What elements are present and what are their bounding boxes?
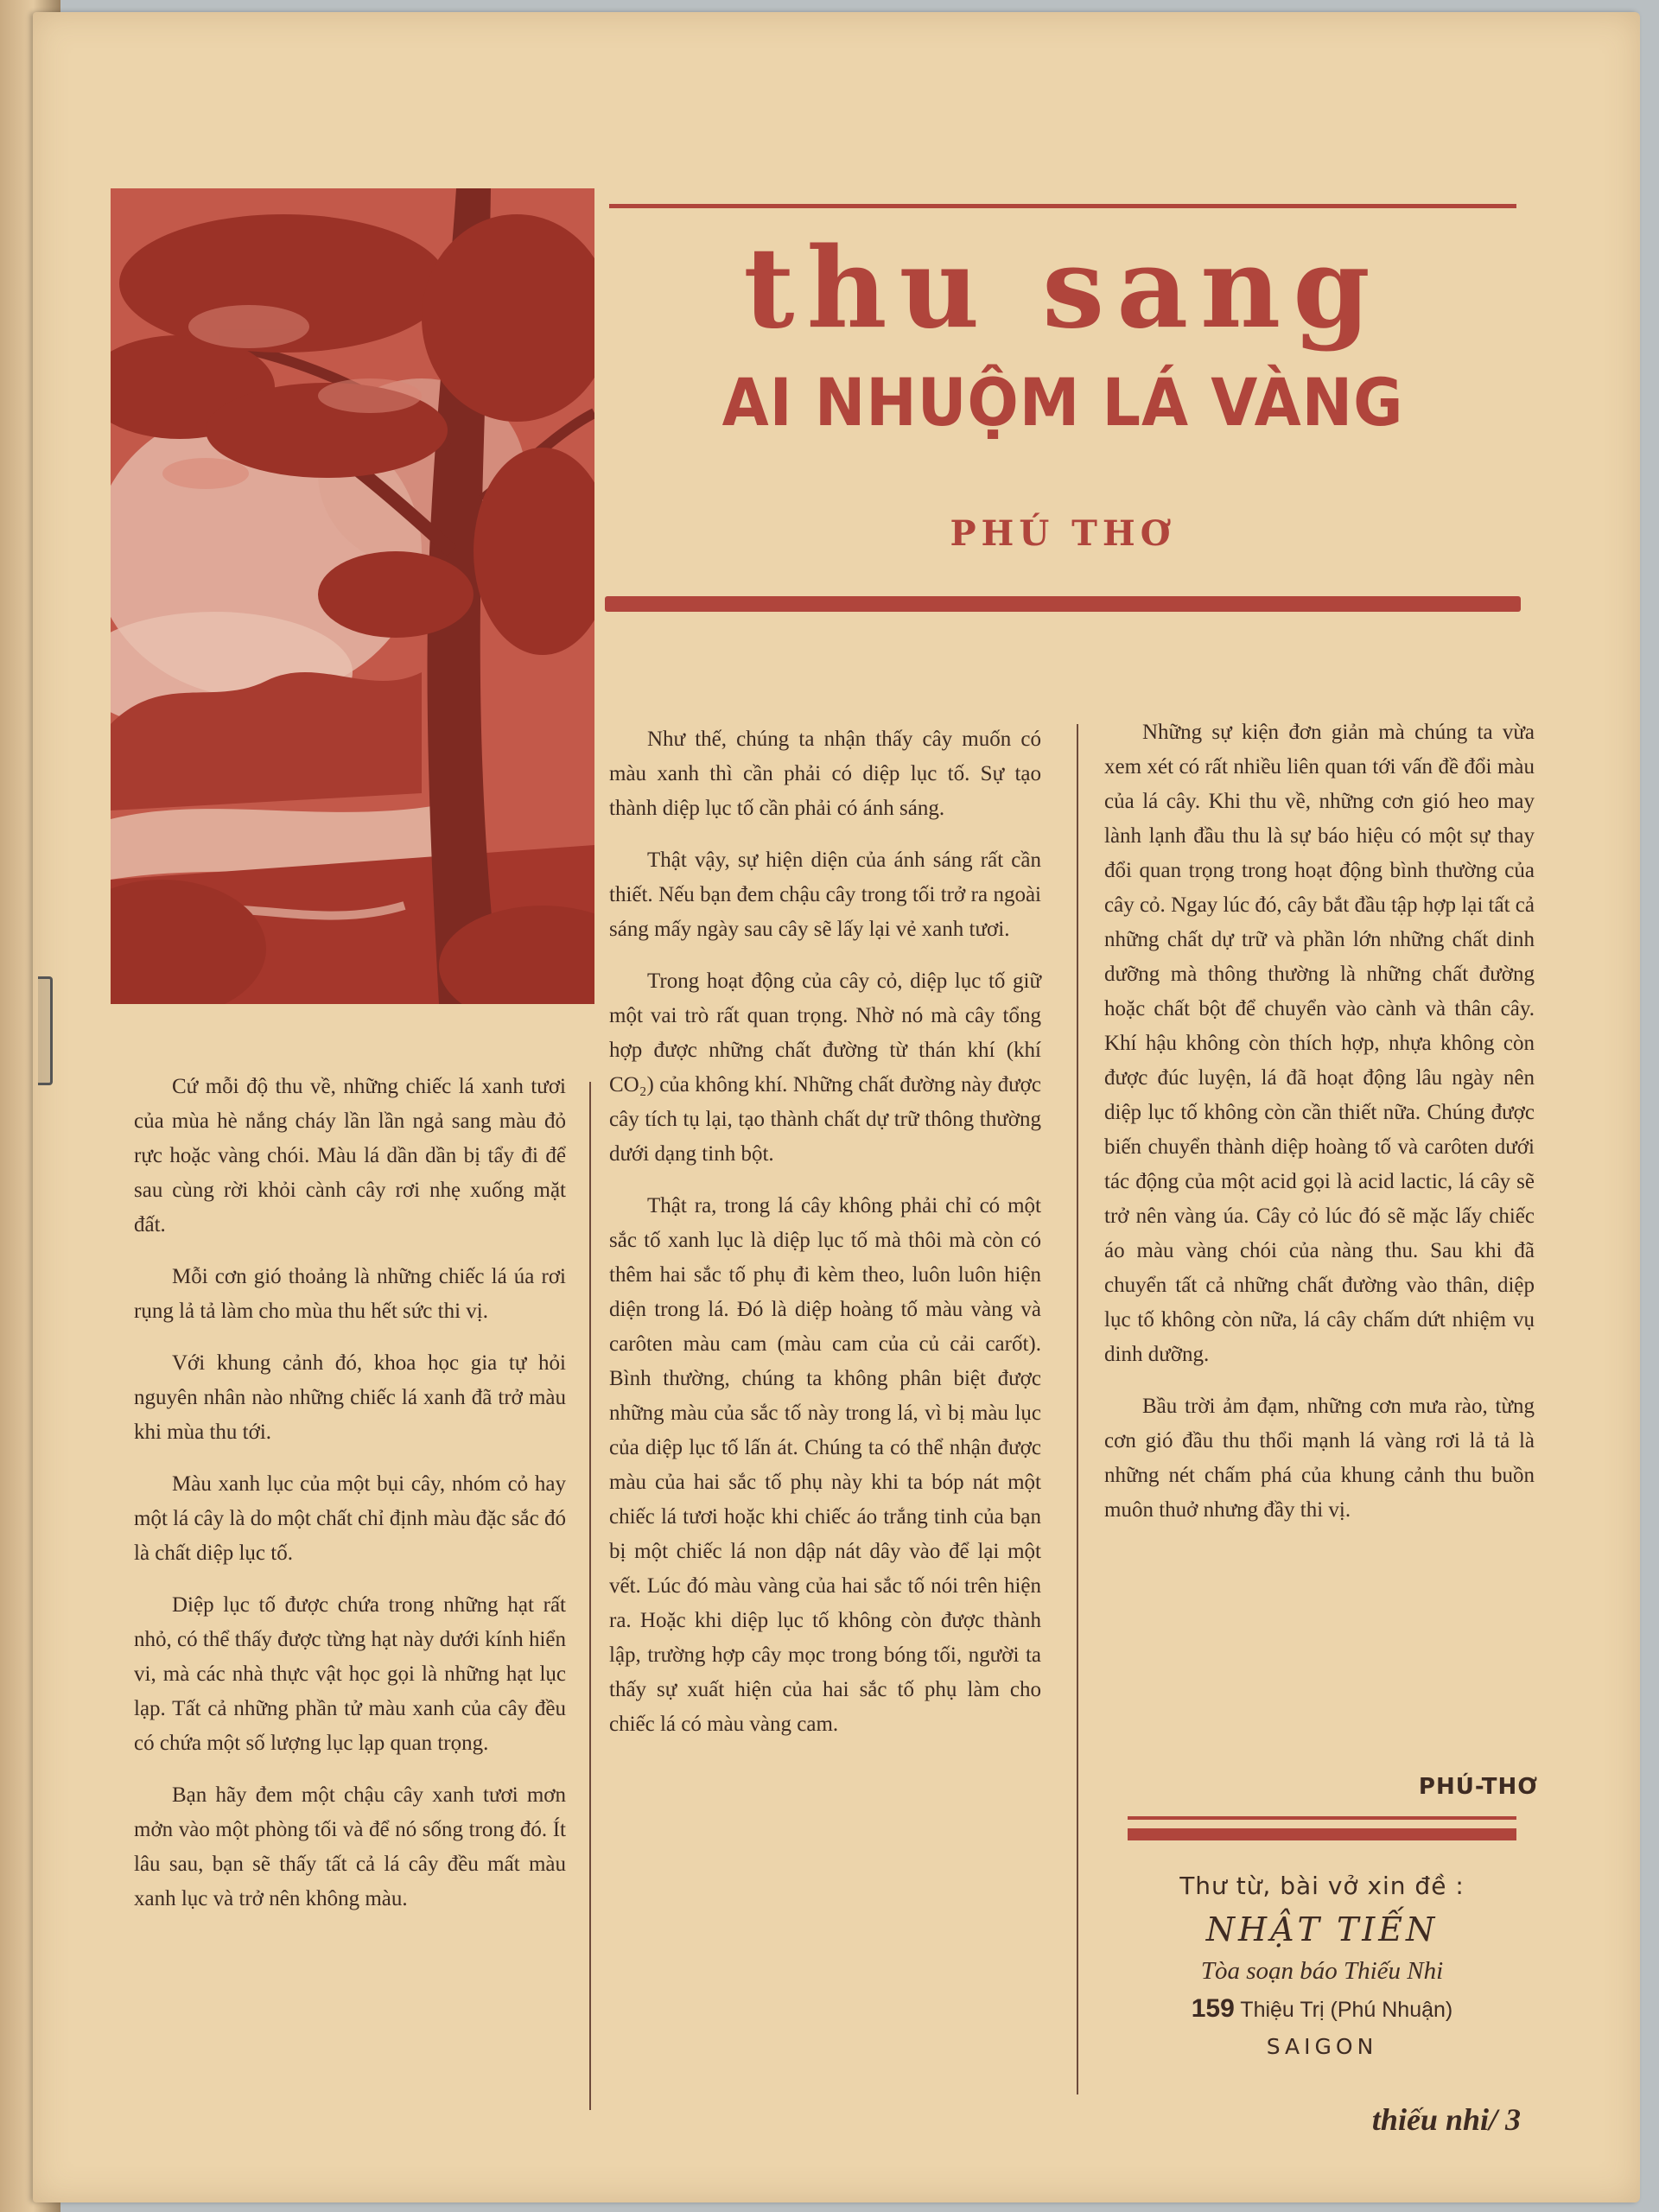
article-column-2: [609, 722, 1041, 1759]
paragraph: Cứ mỗi độ thu về, những chiếc lá xanh tươi của mùa hè nắng cháy lần lần ngả sang màu đỏ rực hoặc vàng chói. Màu lá dần dần bị tẩy đi để sau cùng rời khỏi cành cây rơi nhẹ xuống mặt đất.: [134, 1075, 566, 1236]
staple: [38, 976, 53, 1085]
paragraph: Thật ra, trong lá cây không phải chỉ có một sắc tố xanh lục là diệp lục tố mà thôi mà còn có thêm hai sắc tố phụ đi kèm theo, luôn luôn hiện diện trong lá. Đó là diệp hoàng tố màu vàng và carôten màu cam (màu cam của củ cải carốt). Bình thường, chúng ta không phân biệt được những màu của sắc tố này trong lá, vì bị màu lục của diệp lục tố lấn át. Chúng ta có thể nhận được màu của hai sắc tố phụ này khi ta bóp nát một chiếc lá tươi hoặc khi chiếc áo trắng tinh của bạn bị một chiếc lá non dập nát dây vào để lại một vết. Lúc đó màu vàng của hai sắc tố nói trên hiện ra. Hoặc khi diệp lục tố không còn được thành lập, trường hợp cây mọc trong bóng tối, người ta thấy sự xuất hiện của hai sắc tố phụ làm cho chiếc lá có màu vàng cam.: [609, 1194, 1041, 1736]
contact-city: SAIGON: [1266, 2034, 1378, 2059]
paragraph: Như thế, chúng ta nhận thấy cây muốn có màu xanh thì cần phải có diệp lục tố. Sự tạo thành diệp lục tố cần phải có ánh sáng.: [609, 728, 1041, 820]
paragraph: Những sự kiện đơn giản mà chúng ta vừa xem xét có rất nhiều liên quan tới vấn đề đổi màu của lá cây. Khi thu về, những cơn gió heo may lành lạnh đầu thu là sự báo hiệu có một sự thay đổi quan trọng trong hoạt động bình thường của cây cỏ. Ngay lúc đó, cây bắt đầu tập hợp lại tất cả những chất dự trữ và phần lớn những chất dinh dưỡng mà thông thường là những chất đường hoặc chất bột để chuyển vào cành và thân cây. Khí hậu không còn thích hợp, nhựa không còn được đúc luyện, lá đã hoạt động lâu ngày nên diệp lục tố không còn cần thiết nữa. Chúng được biến chuyển thành diệp hoàng tố và carôten dưới tác động của một acid gọi là acid lactic, lá cây sẽ trở nên vàng úa. Cây cỏ lúc đó sẽ mặc lấy chiếc áo màu vàng chói của nàng thu. Sau khi đã chuyển tất cả những chất đường vào thân, diệp lục tố không còn nữa, lá cây chấm dứt nhiệm vụ dinh dưỡng.: [1104, 721, 1535, 1366]
article-signature: PHÚ-THƠ: [1418, 1774, 1538, 1800]
contact-name: NHẬT TIẾN: [1205, 1910, 1439, 1948]
paragraph: Diệp lục tố được chứa trong những hạt rất nhỏ, có thể thấy được từng hạt này dưới kính hiển vi, mà các nhà thực vật học gọi là những hạt lục lạp. Tất cả những phần tử màu xanh của cây đều có chứa một số lượng lục lạp quan trọng.: [134, 1593, 566, 1755]
contact-lead: Thư từ, bài vở xin đề :: [1179, 1872, 1465, 1900]
paragraph: Bạn hãy đem một chậu cây xanh tươi mơn mởn vào một phòng tối và để nó sống trong đó. Ít lâu sau, bạn sẽ thấy tất cả lá cây đều mất màu xanh lục và trở nên không màu.: [134, 1783, 566, 1910]
contact-office: Tòa soạn báo Thiếu Nhi: [1200, 1957, 1444, 1985]
title-top-rule: [609, 204, 1516, 208]
paragraph: Màu xanh lục của một bụi cây, nhóm cỏ hay một lá cây là do một chất chỉ định màu đặc sắc đó là chất diệp lục tố.: [134, 1472, 566, 1565]
address-number: 159: [1191, 1994, 1235, 2023]
paragraph: Với khung cảnh đó, khoa học gia tự hỏi nguyên nhân nào những chiếc lá xanh đã trở màu khi mùa thu tới.: [134, 1351, 566, 1444]
article-subtitle: AI NHUỘM LÁ VÀNG: [721, 364, 1404, 441]
title-bottom-rule: [605, 596, 1521, 612]
column-divider: [1077, 724, 1078, 2094]
paragraph: Thật vậy, sự hiện diện của ánh sáng rất cần thiết. Nếu bạn đem chậu cây trong tối trở ra ngoài sáng mấy ngày sau cây sẽ lấy lại vẻ xanh tươi.: [609, 849, 1041, 941]
address-street: Thiệu Trị (Phú Nhuận): [1240, 1998, 1453, 2022]
column-divider: [589, 1082, 591, 2110]
signature-rule-thick: [1128, 1828, 1516, 1840]
signature-rule-thin: [1128, 1816, 1516, 1820]
contact-address: [1115, 1994, 1529, 2024]
paragraph: Bầu trời ảm đạm, những cơn mưa rào, từng cơn gió đầu thu thổi mạnh lá vàng rơi lả tả là những nét chấm phá của khung cảnh thu buồn muôn thuở nhưng đầy thi vị.: [1104, 1395, 1535, 1522]
article-title: thu sang: [743, 224, 1382, 353]
author-byline: PHÚ THƠ: [950, 513, 1176, 554]
page-folio: thiếu nhi/ 3: [1371, 2102, 1521, 2137]
paragraph: Trong hoạt động của cây cỏ, diệp lục tố giữ một vai trò rất quan trọng. Nhờ nó mà cây tổng hợp được những chất đường từ thán khí (khí CO₂) của không khí. Những chất đường này được cây tích tụ lại, tạo thành chất dự trữ thông thường dưới dạng tinh bột.: [609, 969, 1041, 1166]
paragraph: Mỗi cơn gió thoảng là những chiếc lá úa rơi rụng lả tả làm cho mùa thu hết sức thi vị.: [134, 1265, 566, 1323]
tree-illustration-icon: [111, 188, 594, 1004]
article-column-1: [134, 1070, 566, 1934]
tree-landscape-illustration: [111, 188, 594, 1004]
contact-box: [1115, 1872, 1529, 2059]
article-column-3: [1104, 715, 1535, 1545]
